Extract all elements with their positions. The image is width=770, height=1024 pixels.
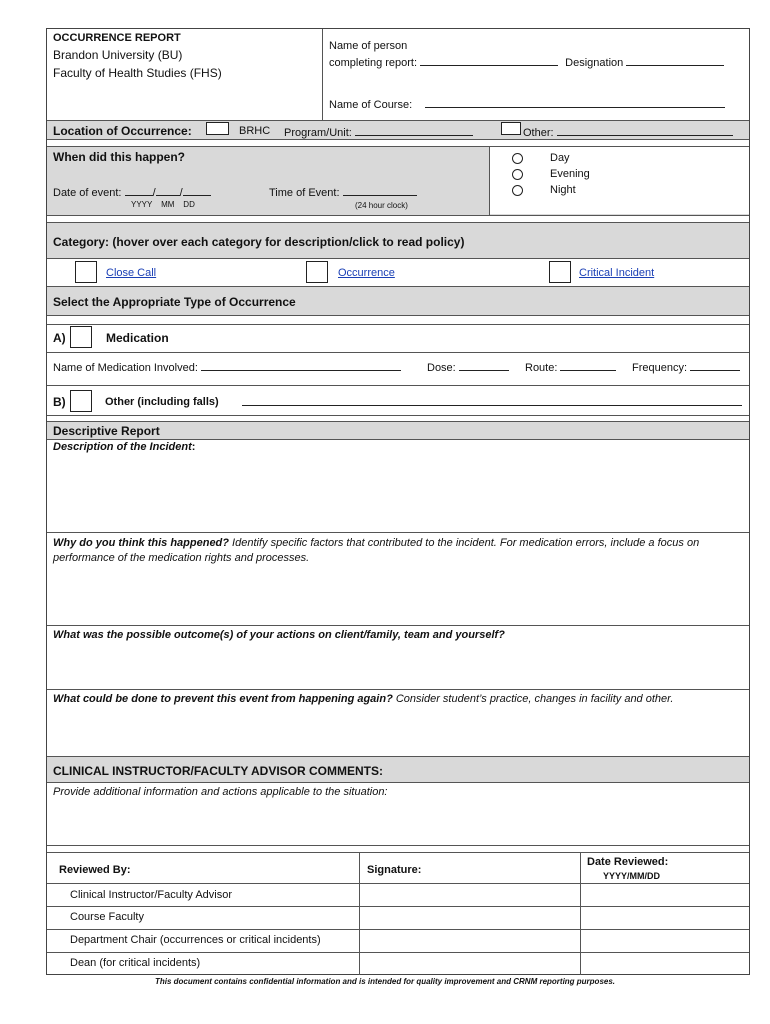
why-happened-field[interactable] xyxy=(47,569,749,625)
other-location-field[interactable] xyxy=(557,125,733,136)
descriptive-heading: Descriptive Report xyxy=(53,424,160,438)
signature-header: Signature: xyxy=(367,864,422,876)
course-name-field[interactable] xyxy=(425,97,725,108)
occurrence-checkbox[interactable] xyxy=(306,261,328,283)
why-happened-label: Why do you think this happened? Identify specific factors that contributed to the incident. For medication errors, include a focus on performance of the medication rights and processes. xyxy=(53,537,700,564)
frequency-field[interactable] xyxy=(690,360,740,371)
other-type-checkbox[interactable] xyxy=(70,390,92,412)
possible-outcome-field[interactable] xyxy=(47,644,749,689)
form-title: OCCURRENCE REPORT xyxy=(53,32,181,44)
medication-name-label: Name of Medication Involved: xyxy=(53,362,198,374)
possible-outcome-label: What was the possible outcome(s) of your actions on client/family, team and yourself? xyxy=(53,629,505,641)
prevention-label: What could be done to prevent this event from happening again? Consider student’s practice, changes in facility and other. xyxy=(53,693,674,705)
reviewer-row-instructor: Clinical Instructor/Faculty Advisor xyxy=(70,889,232,901)
incident-description-label: Description of the Incident: xyxy=(53,441,196,453)
close-call-checkbox[interactable] xyxy=(75,261,97,283)
incident-description-field[interactable] xyxy=(47,454,749,532)
date-format-hint: YYYY MM DD xyxy=(131,200,195,209)
type-heading: Select the Appropriate Type of Occurrence xyxy=(53,295,296,309)
other-type-field[interactable] xyxy=(242,395,742,406)
confidentiality-footer: This document contains confidential information and is intended for quality improvement and CRNM reporting purposes. xyxy=(154,977,616,986)
route-field[interactable] xyxy=(560,360,616,371)
date-field-course-faculty[interactable] xyxy=(581,907,749,929)
date-field-dean[interactable] xyxy=(581,953,749,975)
comments-heading: CLINICAL INSTRUCTOR/FACULTY ADVISOR COMMENTS: xyxy=(53,764,383,778)
time-format-hint: (24 hour clock) xyxy=(355,201,408,210)
completing-report-label: completing report: xyxy=(329,57,418,69)
time-of-event-field[interactable] xyxy=(343,185,417,196)
date-field-instructor[interactable] xyxy=(581,884,749,906)
medication-label: Medication xyxy=(106,331,169,345)
date-field-department-chair[interactable] xyxy=(581,930,749,952)
signature-field-department-chair[interactable] xyxy=(360,930,580,952)
night-radio[interactable] xyxy=(512,185,523,196)
comments-field[interactable] xyxy=(47,801,749,845)
university-name: Brandon University (BU) xyxy=(53,48,183,62)
evening-label: Evening xyxy=(550,168,590,180)
close-call-link[interactable]: Close Call xyxy=(106,267,157,279)
designation-field[interactable] xyxy=(626,55,724,66)
reviewer-row-department-chair: Department Chair (occurrences or critical incidents) xyxy=(70,934,321,946)
signature-field-dean[interactable] xyxy=(360,953,580,975)
date-month-field[interactable] xyxy=(156,185,180,196)
comments-prompt: Provide additional information and actions applicable to the situation: xyxy=(53,786,388,798)
medication-checkbox[interactable] xyxy=(70,326,92,348)
type-b-letter: B) xyxy=(53,395,66,409)
evening-radio[interactable] xyxy=(512,169,523,180)
reviewed-by-header: Reviewed By: xyxy=(59,864,131,876)
name-person-label: Name of person xyxy=(329,40,408,52)
other-location-checkbox[interactable] xyxy=(501,122,521,135)
date-year-field[interactable] xyxy=(125,185,153,196)
faculty-name: Faculty of Health Studies (FHS) xyxy=(53,66,222,80)
medication-name-field[interactable] xyxy=(201,360,401,371)
date-of-event-label: Date of event: xyxy=(53,187,122,199)
type-a-letter: A) xyxy=(53,331,66,345)
day-label: Day xyxy=(550,152,570,164)
occurrence-report-form: OCCURRENCE REPORT Brandon University (BU) Faculty of Health Studies (FHS) Name of person completing report: Designation Name of Course: Location of Occurrence: BRHC Program/Unit: Other: When did this happen? Date of event: / / YYYY MM DD Time of Event: (24 hour clock) Day Evening Night Category: (hover over each category for description/click to read policy) Close Call Occurrence Critical Incident Select the Appropriate Type of Occurrence A) Medication Name of Medication Involved: Dose: Route: Frequency: B) Other (including falls) Descriptive Report Description of the Incident: Why do you think this happened? Identify specific factors that contributed to the incident. For medication errors, include a focus on performance of the medication rights and processes. What was the possible outcome(s) of your actions on client/family, team and yourself? What could be done to prevent this event from happening again? Consider student’s practice, changes in facility and other. CLINICAL INSTRUCTOR/FACULTY ADVISOR COMMENTS: Provide additional information and actions applicable to the situation: Reviewed By: Signature: Date Reviewed: YYYY/MM/DD Clinical Instructor/Faculty Advisor Course Faculty Department Chair (occurrences or critical incidents) Dean (for critical incidents) xyxy=(46,28,750,975)
date-reviewed-header: Date Reviewed: xyxy=(587,856,669,868)
reviewer-row-course-faculty: Course Faculty xyxy=(70,911,144,923)
critical-incident-checkbox[interactable] xyxy=(549,261,571,283)
designation-label: Designation xyxy=(565,57,624,69)
prevention-field[interactable] xyxy=(47,709,749,756)
date-format-header: YYYY/MM/DD xyxy=(603,871,661,881)
brhc-label: BRHC xyxy=(239,125,271,137)
reporter-name-field[interactable] xyxy=(420,55,558,66)
dose-field[interactable] xyxy=(459,360,509,371)
night-label: Night xyxy=(550,184,576,196)
frequency-label: Frequency: xyxy=(632,362,688,374)
program-unit-label: Program/Unit: xyxy=(284,127,352,139)
other-location-label: Other: xyxy=(523,127,554,139)
time-of-event-label: Time of Event: xyxy=(269,187,340,199)
route-label: Route: xyxy=(525,362,558,374)
date-day-field[interactable] xyxy=(183,185,211,196)
when-heading: When did this happen? xyxy=(53,150,185,164)
day-radio[interactable] xyxy=(512,153,523,164)
brhc-checkbox[interactable] xyxy=(206,122,229,135)
course-name-label: Name of Course: xyxy=(329,99,413,111)
signature-field-course-faculty[interactable] xyxy=(360,907,580,929)
reviewer-row-dean: Dean (for critical incidents) xyxy=(70,957,201,969)
critical-incident-link[interactable]: Critical Incident xyxy=(579,267,655,279)
location-label: Location of Occurrence: xyxy=(53,124,192,138)
category-heading: Category: (hover over each category for description/click to read policy) xyxy=(53,235,465,249)
other-type-label: Other (including falls) xyxy=(105,396,219,408)
signature-field-instructor[interactable] xyxy=(360,884,580,906)
dose-label: Dose: xyxy=(427,362,456,374)
program-unit-field[interactable] xyxy=(355,125,473,136)
occurrence-link[interactable]: Occurrence xyxy=(338,267,395,279)
